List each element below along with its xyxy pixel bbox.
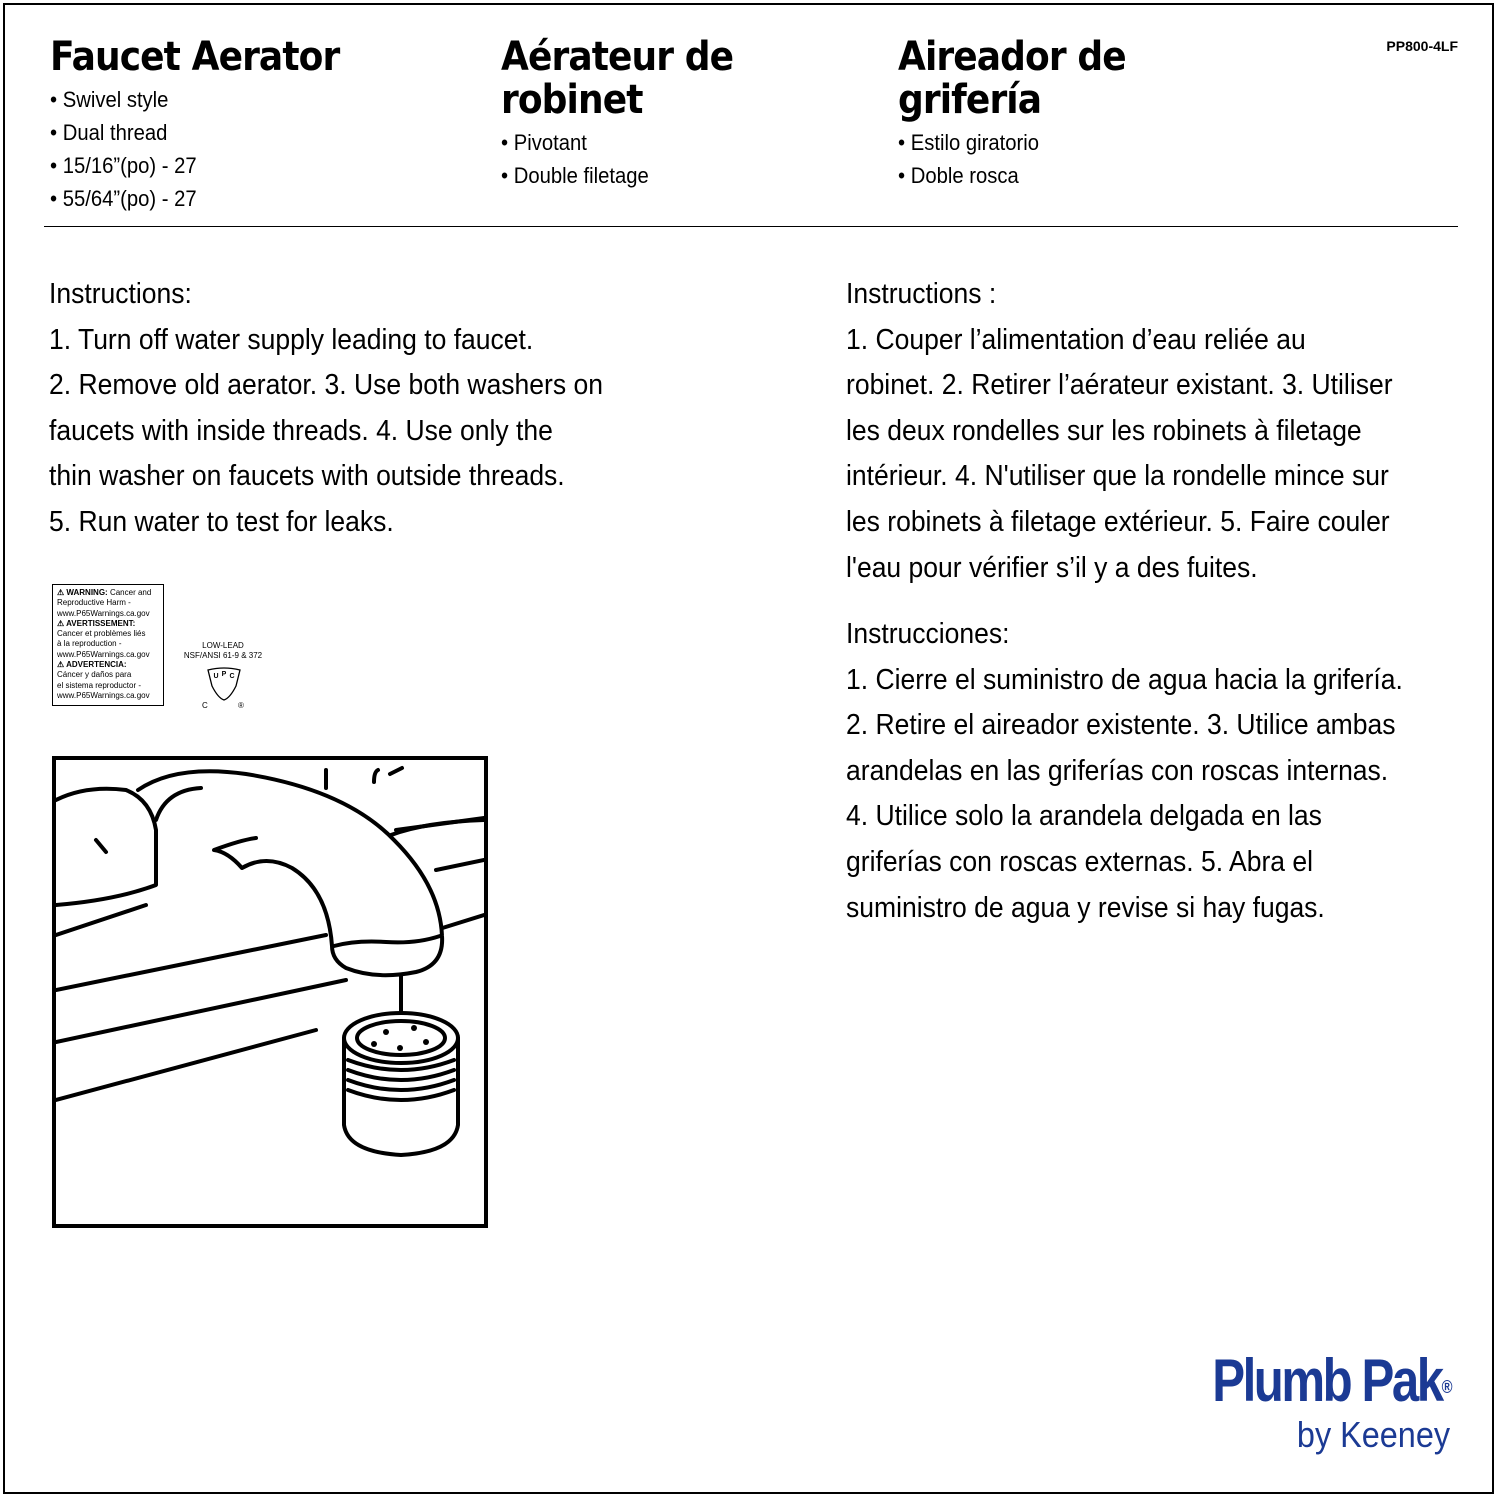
instruction-line: faucets with inside threads. 4. Use only the [49, 414, 553, 447]
instruction-line: 4. Utilice solo la arandela delgada en las [846, 800, 1322, 833]
title-french: Aérateur de robinet [501, 34, 734, 123]
certification-line: NSF/ANSI 61-9 & 372 [183, 651, 263, 660]
features-spanish [898, 126, 1151, 192]
low-lead-certification [183, 641, 263, 661]
prop65-warning-box [52, 584, 164, 706]
instruction-line: griferías con roscas externas. 5. Abra el [846, 845, 1314, 878]
instruction-line: intérieur. 4. N'utiliser que la rondelle mince sur [846, 460, 1389, 493]
warning-line: Cancer et problèmes liés [57, 629, 146, 639]
warning-line: à la reproduction - [57, 639, 122, 649]
brand-logo [1160, 1346, 1450, 1456]
brand-name: Plumb Pak® [1212, 1347, 1450, 1414]
faucet-drawing [56, 760, 484, 1224]
header-spanish [898, 36, 1151, 192]
instruction-line: 5. Run water to test for leaks. [49, 505, 394, 538]
instruction-heading: Instructions: [49, 278, 192, 310]
instruction-line: 1. Cierre el suministro de agua hacia la grifería. [846, 663, 1403, 696]
faucet-aerator-illustration [52, 756, 488, 1228]
upc-letter-p: P [221, 671, 227, 678]
registered-mark: ® [238, 701, 244, 710]
header-french [501, 36, 759, 192]
upc-letter-c: C [229, 673, 235, 680]
brand-byline: by Keeney [1296, 1414, 1450, 1455]
instruction-line: 2. Remove old aerator. 3. Use both washers on [49, 369, 603, 402]
instruction-line: arandelas en las griferías con roscas internas. [846, 754, 1389, 787]
warning-line: Cáncer y daños para [57, 670, 132, 680]
feature-item: • Double filetage [501, 163, 649, 188]
certification-line: LOW-LEAD [202, 641, 244, 650]
title-english: Faucet Aerator [50, 34, 340, 80]
feature-item: • Doble rosca [898, 163, 1019, 188]
warning-line: ⚠ ADVERTENCIA: [57, 660, 127, 670]
features-french [501, 126, 759, 192]
header-divider [44, 226, 1458, 227]
warning-line: ⚠ AVERTISSEMENT: [57, 618, 136, 628]
instruction-heading: Instrucciones: [846, 618, 1010, 650]
instruction-line: suministro de agua y revise si hay fugas. [846, 891, 1325, 924]
warning-line: Reproductive Harm - [57, 598, 131, 608]
feature-item: • Swivel style [50, 87, 169, 112]
sku-code: PP800-4LF [1386, 38, 1458, 54]
instruction-line: robinet. 2. Retirer l’aérateur existant. 3. Utiliser [846, 369, 1393, 402]
instruction-line: 1. Turn off water supply leading to faucet. [49, 323, 534, 356]
warning-line: www.P65Warnings.ca.gov [57, 690, 150, 700]
instruction-line: les robinets à filetage extérieur. 5. Faire couler [846, 505, 1390, 538]
instructions-english [49, 272, 645, 546]
feature-item: • Estilo giratorio [898, 130, 1039, 155]
title-spanish: Aireador de grifería [898, 34, 1126, 123]
instructions-spanish [846, 612, 1445, 931]
instruction-line: les deux rondelles sur les robinets à filetage [846, 414, 1362, 447]
feature-item: • 15/16”(po) - 27 [50, 153, 197, 178]
header-english [50, 36, 371, 215]
warning-line: ⚠ WARNING: Cancer and [57, 588, 152, 597]
instruction-line: 1. Couper l’alimentation d’eau reliée au [846, 323, 1306, 356]
instruction-line: 2. Retire el aireador existente. 3. Utilice ambas [846, 709, 1396, 742]
instruction-line: l'eau pour vérifier s’il y a des fuites. [846, 551, 1258, 584]
c-mark: C [202, 701, 208, 710]
warning-line: el sistema reproductor - [57, 680, 142, 690]
feature-item: • Dual thread [50, 120, 168, 145]
instructions-french [846, 272, 1434, 591]
upc-letter-u: U [213, 673, 219, 680]
features-english [50, 83, 371, 215]
upc-shield-icon [196, 664, 252, 710]
feature-item: • 55/64”(po) - 27 [50, 186, 197, 211]
instruction-heading: Instructions : [846, 278, 997, 310]
warning-line: www.P65Warnings.ca.gov [57, 649, 150, 659]
warning-line: www.P65Warnings.ca.gov [57, 608, 150, 618]
instruction-line: thin washer on faucets with outside threads. [49, 460, 565, 493]
registered-mark: ® [1441, 1377, 1450, 1397]
feature-item: • Pivotant [501, 130, 587, 155]
